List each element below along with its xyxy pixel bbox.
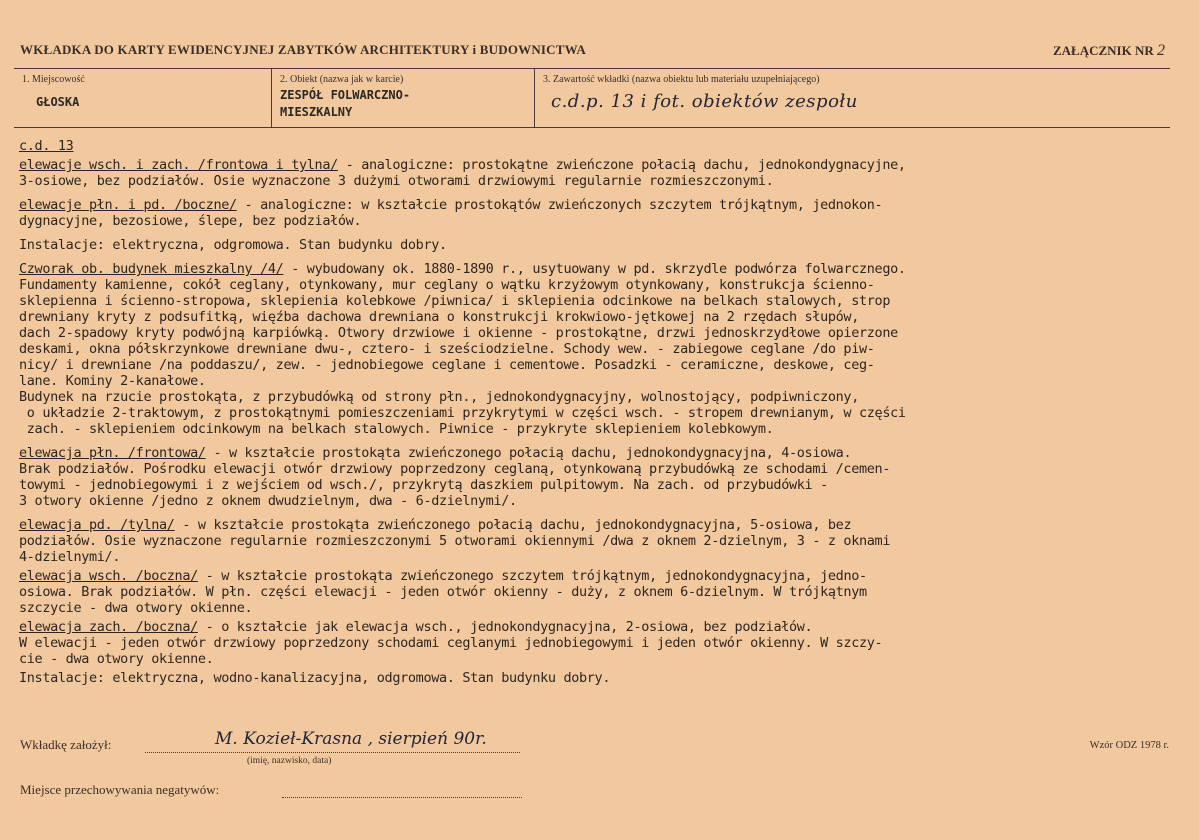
appendix-number-value: 2 — [1157, 42, 1165, 59]
appendix-number — [1053, 42, 1165, 60]
locality-label: 1. Miejscowość — [22, 74, 85, 85]
contents-field — [535, 69, 1170, 127]
negatives-label: Miejsce przechowywania negatywów: — [20, 782, 220, 797]
paragraph-text: - analogiczne: prostokątne zwieńczone połacią dachu, jednokondygnacyjne, 3-osiowe, bez podziałów. Osie wyznaczone 3 dużymi otworami drzwiowymi regularnie rozmieszczonymi. — [19, 157, 906, 189]
paragraph-text: - w kształcie prostokąta zwieńczonego połacią dachu, jednokondygnacyjna, 5-osiowa, bez podziałów. Osie wyznaczone regularnie rozmieszczonymi 5 otworami okiennymi /dwa z oknem 2-dzielnym, 3 - z oknami 4-dzielnymi/. — [19, 517, 891, 565]
negatives-line — [282, 797, 522, 798]
paragraph-east-west-elevations — [19, 157, 1189, 189]
paragraph-heading: elewacje wsch. i zach. /frontowa i tylna/ — [19, 157, 338, 173]
made-by-line — [145, 752, 520, 753]
paragraph-heading: elewacja płn. /frontowa/ — [19, 445, 206, 461]
paragraph-heading: elewacja zach. /boczna/ — [19, 619, 198, 635]
paragraph-czworak — [19, 261, 1189, 437]
paragraph-text: - wybudowany ok. 1880-1890 r., usytuowany w pd. skrzydle podwórza folwarcznego. Fundamenty kamienne, cokół ceglany, otynkowany, mur ceglany o wątku krzyżowym otynkowany, konstrukcja ścienno- sklepienna i ścienno-stropowa, sklepienia kolebkowe /piwnica/ i sklepienia odcinkowe na belkach stalowych, strop drewniany kryty z podsufitką, więźba dachowa drewniana o konstrukcji krokwiowo-jętkowej na 2 rzędach słupów, dach 2-spadowy kryty podwójną karpiówką. Otwory drzwiowe i okienne - prostokątne, drzwi jednoskrzydłowe opierzone deskami, okna półskrzynkowe drewniane dwu-, cztero- i sześciodzielne. Schody wew. - zabiegowe ceglane /do piw- nicy/ i drewniane /na poddaszu/, zew. - jednobiegowe ceglane i cementowe. Posadzki - ceramiczne, deskowe, ceg- lane. Kominy 2-kanałowe. Budynek na rzucie prostokąta, z przybudówką od strony płn., jednokondygnacyjny, wolnostojący, podpiwniczony, o układzie 2-traktowym, z prostokątnymi pomieszczeniami przykrytymi w części wsch. - stropem drewnianym, w części zach. - sklepieniem odcinkowym na belkach stalowych. Piwnice - przykryte sklepieniem kolebkowym. — [19, 261, 906, 437]
continuation-marker: c.d. 13 — [19, 138, 74, 154]
paragraph-south-elevation — [19, 517, 1189, 565]
paragraph-heading: elewacje płn. i pd. /boczne/ — [19, 197, 237, 213]
locality-field — [14, 69, 272, 127]
paragraph-heading: elewacja wsch. /boczna/ — [19, 568, 198, 584]
object-value-line2: MIESZKALNY — [280, 105, 353, 119]
paragraph-installations-1: Instalacje: elektryczna, odgromowa. Stan budynku dobry. — [19, 237, 447, 253]
paragraph-heading: Czworak ob. budynek mieszkalny /4/ — [19, 261, 284, 277]
contents-label: 3. Zawartość wkładki (nazwa obiektu lub materiału uzupełniającego) — [543, 74, 820, 85]
paragraph-east-elevation — [19, 568, 1189, 616]
paragraph-text: - analogiczne: w kształcie prostokątów zwieńczonych szczytem trójkątnym, jednokon- dygnacyjne, bezosiowe, ślepe, bez podziałów. — [19, 197, 883, 229]
object-value-line1: ZESPÓŁ FOLWARCZNO- — [280, 88, 411, 102]
description-text — [19, 138, 1189, 694]
made-by-label: Wkładkę założył: — [20, 737, 112, 752]
form-code: Wzór ODZ 1978 r. — [1089, 740, 1169, 751]
object-field — [272, 69, 535, 127]
header-fields — [14, 68, 1170, 128]
paragraph-heading: elewacja pd. /tylna/ — [19, 517, 175, 533]
paragraph-installations-2: Instalacje: elektryczna, wodno-kanalizacyjna, odgromowa. Stan budynku dobry. — [19, 670, 611, 686]
signature-caption: (imię, nazwisko, data) — [247, 756, 332, 766]
form-title: WKŁADKA DO KARTY EWIDENCYJNEJ ZABYTKÓW ARCHITEKTURY i BUDOWNICTWA — [20, 42, 586, 57]
appendix-label: ZAŁĄCZNIK NR — [1052, 43, 1154, 58]
object-value — [280, 87, 510, 121]
paragraph-west-elevation — [19, 619, 1189, 667]
paragraph-north-south-elevations — [19, 197, 1189, 229]
paragraph-text: - w kształcie prostokąta zwieńczonego połacią dachu, jednokondygnacyjna, 4-osiowa. Brak podziałów. Pośrodku elewacji otwór drzwiowy poprzedzony ceglaną, otynkowaną przybudówką ze schodami /cemen- towymi - jednobiegowymi i z wejściem od wsch./, przykrytą daszkiem pulpitowym. Na zach. od przybudówki - 3 otwory okienne /jedno z oknem dwudzielnym, dwa - 6-dzielnymi/. — [19, 445, 891, 509]
signature: M. Kozieł-Krasna , sierpień 90r. — [215, 729, 487, 749]
paragraph-text: - o kształcie jak elewacja wsch., jednokondygnacyjna, 2-osiowa, bez podziałów. W elewacji - jeden otwór drzwiowy poprzedzony schodami ceglanymi jednobiegowymi i jeden otwór okienny. W szczy- cie - dwa otwory okienne. — [19, 619, 883, 667]
paragraph-north-elevation — [19, 445, 1189, 509]
paragraph-text: - w kształcie prostokąta zwieńczonego szczytem trójkątnym, jednokondygnacyjna, jedno- osiowa. Brak podziałów. W płn. części elewacji - jeden otwór okienny - duży, z oknem 6-dzielnym. W trójkątnym szczycie - dwa otwory okienne. — [19, 568, 867, 616]
contents-value: c.d.p. 13 i fot. obiektów zespołu — [551, 91, 858, 112]
object-label: 2. Obiekt (nazwa jak w karcie) — [280, 74, 404, 85]
locality-value: GŁOSKA — [36, 95, 80, 109]
